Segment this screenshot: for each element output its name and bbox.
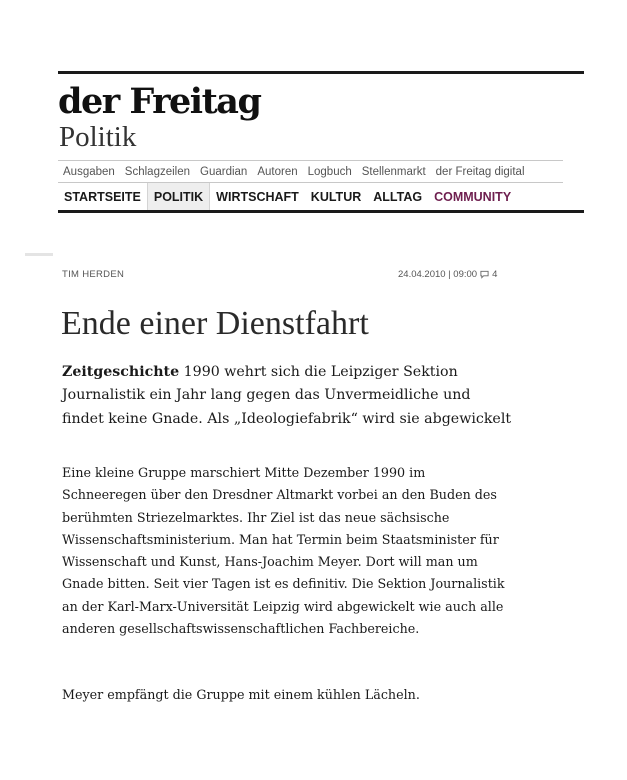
site-logo[interactable]: der Freitag xyxy=(58,81,261,122)
article-author[interactable]: TIM HERDEN xyxy=(62,269,125,280)
utility-nav-ausgaben[interactable]: Ausgaben xyxy=(63,165,115,178)
article-meta xyxy=(398,269,497,280)
decorative-divider xyxy=(25,253,53,256)
article-date-time: 24.04.2010 | 09:00 xyxy=(398,269,478,280)
tab-startseite[interactable]: STARTSEITE xyxy=(64,189,141,204)
article-lead-text: 1990 wehrt sich die Leipziger Sektion Journalistik ein Jahr lang gegen das Unvermeidliche und findet keine Gnade. Als „Ideologiefabrik“ wird sie abgewickelt xyxy=(62,364,512,427)
utility-nav xyxy=(58,160,563,183)
article-paragraph: Meyer empfängt die Gruppe mit einem kühlen Lächeln. xyxy=(62,687,420,702)
tab-kultur[interactable]: KULTUR xyxy=(310,189,362,204)
comment-count[interactable]: 4 xyxy=(492,269,498,280)
comment-icon[interactable] xyxy=(480,270,489,279)
main-nav xyxy=(58,183,584,213)
utility-nav-logbuch[interactable]: Logbuch xyxy=(307,165,352,178)
article-lead xyxy=(62,361,512,431)
section-title[interactable]: Politik xyxy=(59,121,137,153)
tab-politik[interactable]: POLITIK xyxy=(147,183,210,210)
tab-community[interactable]: COMMUNITY xyxy=(434,189,512,204)
utility-nav-schlagzeilen[interactable]: Schlagzeilen xyxy=(124,165,191,178)
masthead xyxy=(58,71,584,204)
tab-wirtschaft[interactable]: WIRTSCHAFT xyxy=(216,189,299,204)
utility-nav-guardian[interactable]: Guardian xyxy=(200,165,248,178)
article-paragraph: Eine kleine Gruppe marschiert Mitte Dezember 1990 im Schneeregen über den Dresdner Altmarkt vorbei an den Buden des berühmten Striezelmarktes. Ihr Ziel ist das neue sächsische Wissenschaftsministerium. Man hat Termin beim Staatsminister für Wissenschaft und Kunst, Hans-Joachim Meyer. Dort will man um Gnade bitten. Seit vier Tagen ist es definitiv. Die Sektion Journalistik an der Karl-Marx-Universität Leipzig wird abgewickelt wie auch alle anderen gesellschaftswissenschaftlichen Fachbereiche. xyxy=(62,465,505,637)
article-headline: Ende einer Dienstfahrt xyxy=(61,305,369,342)
utility-nav-autoren[interactable]: Autoren xyxy=(257,165,298,178)
tab-alltag[interactable]: ALLTAG xyxy=(373,189,423,204)
utility-nav-freitag-digital[interactable]: der Freitag digital xyxy=(435,165,525,178)
utility-nav-stellenmarkt[interactable]: Stellenmarkt xyxy=(361,165,426,178)
article-kicker: Zeitgeschichte xyxy=(62,364,180,380)
